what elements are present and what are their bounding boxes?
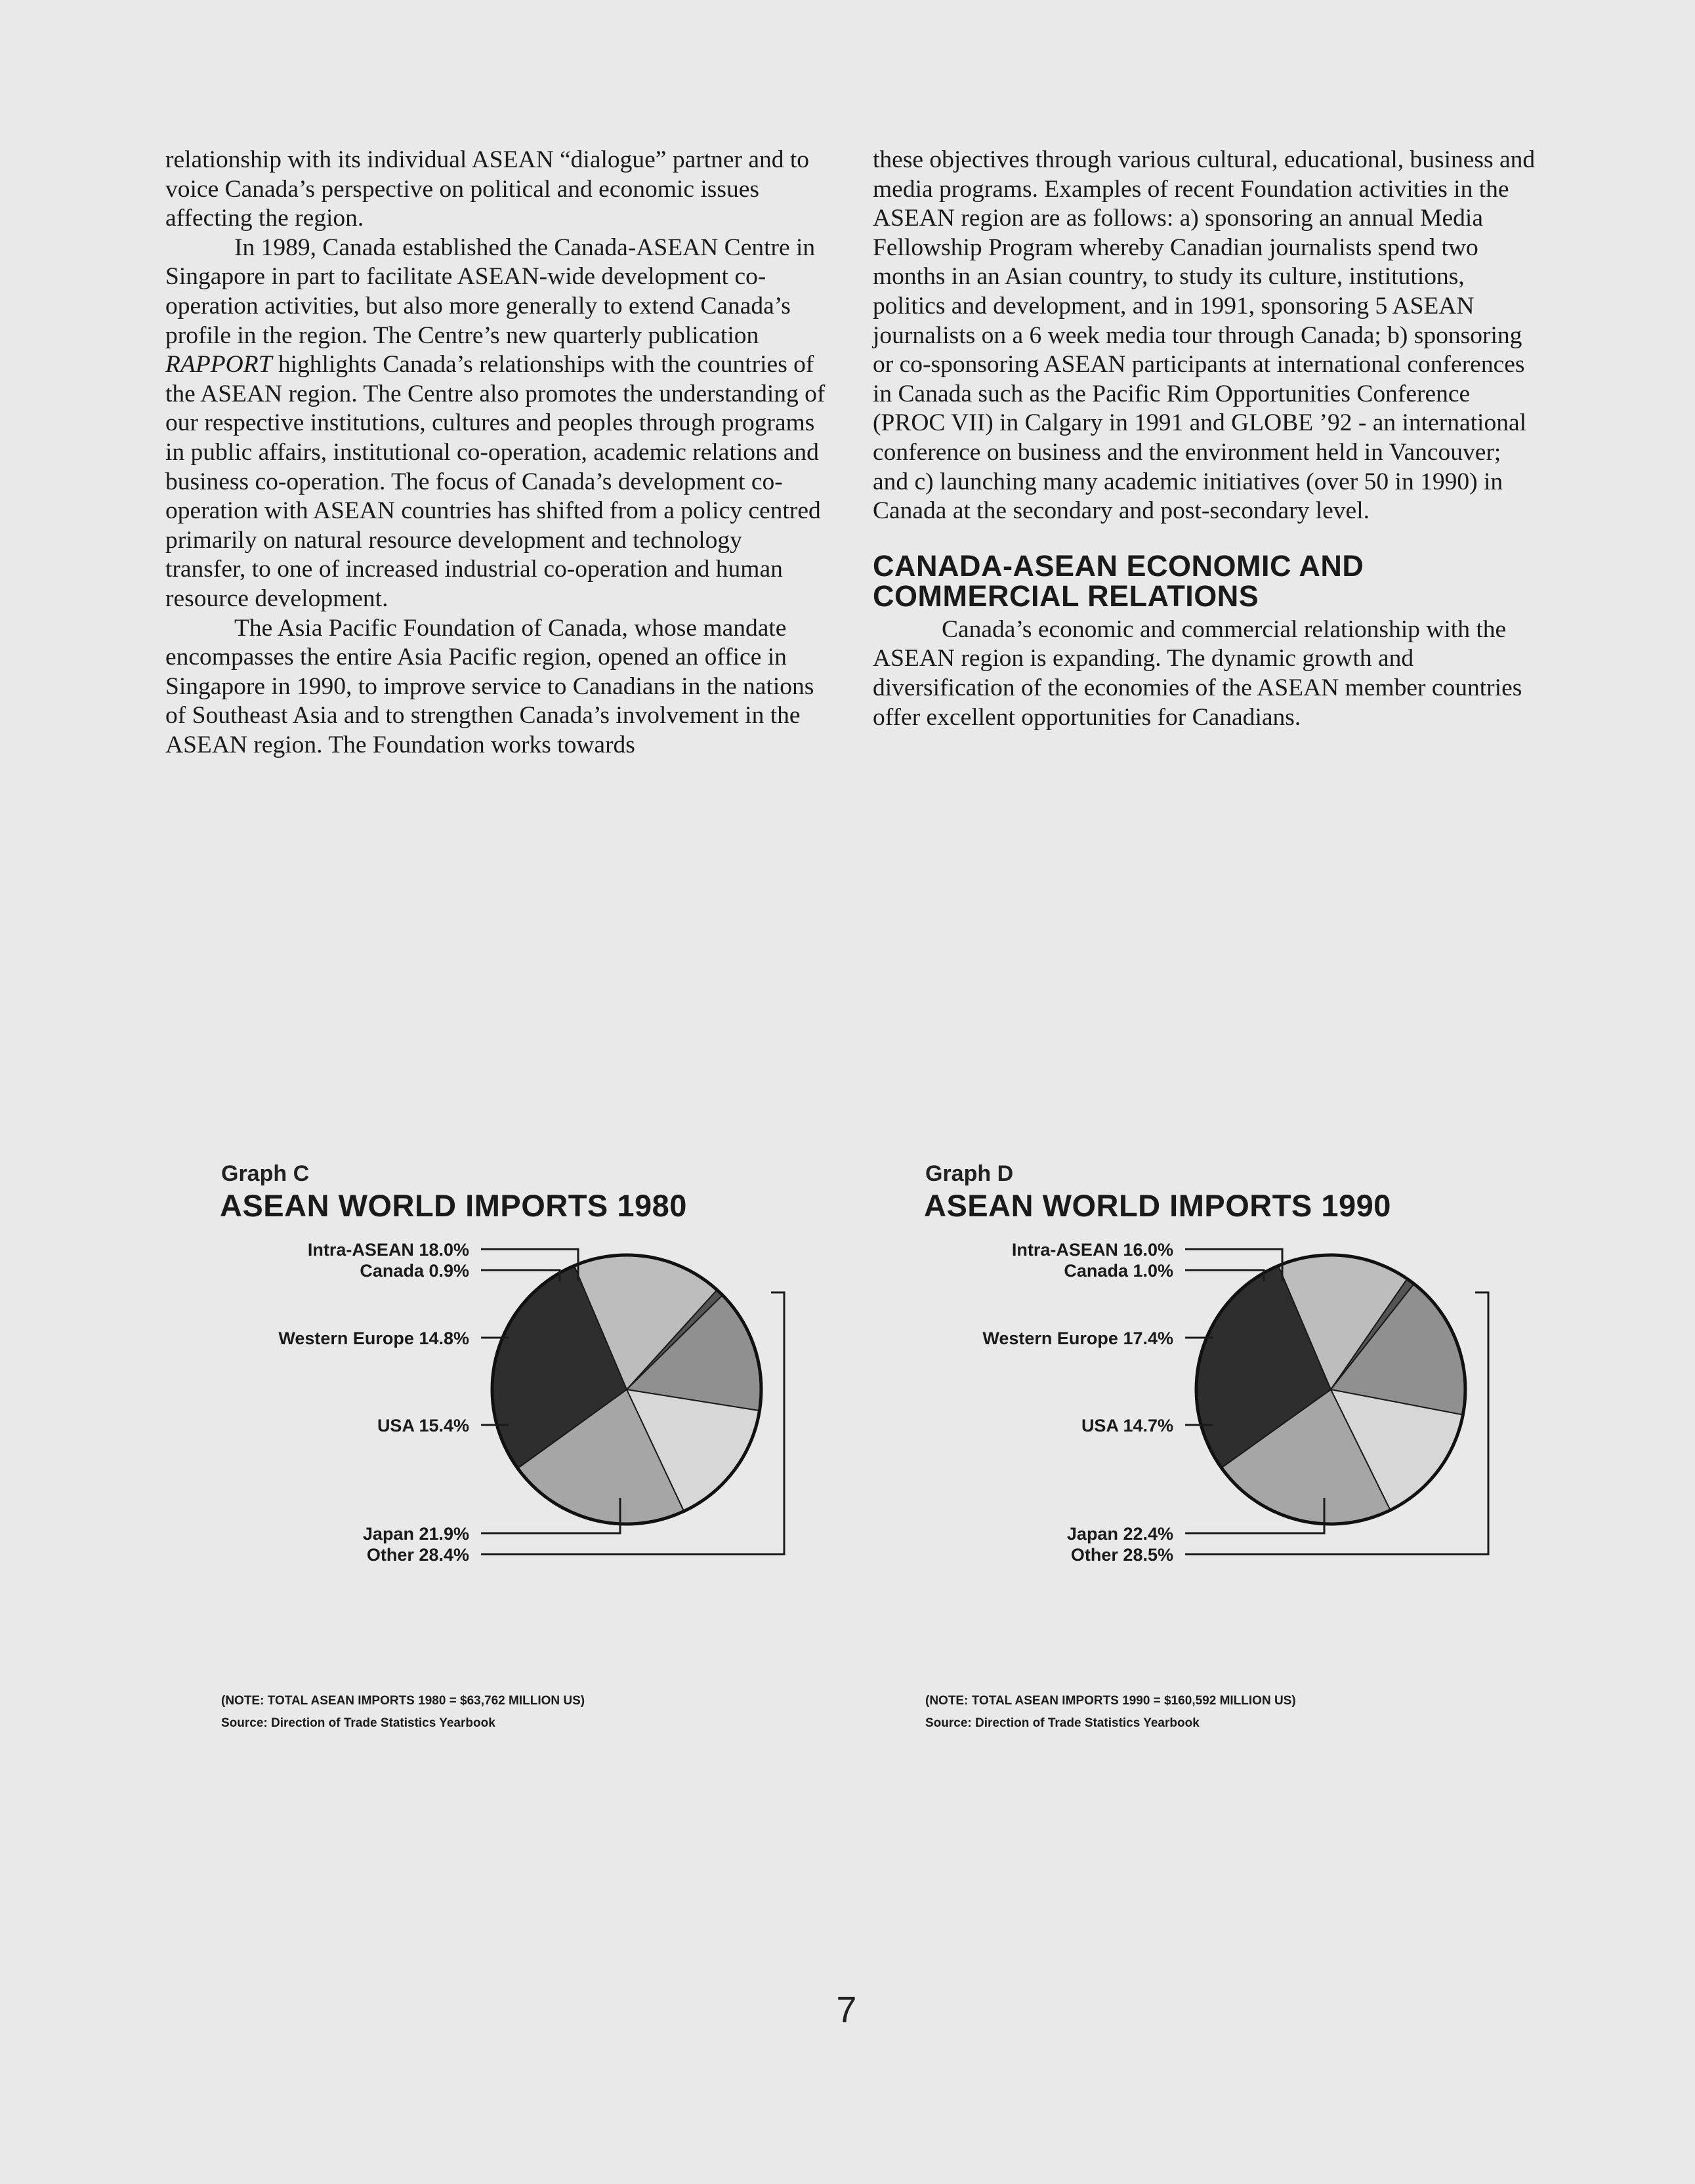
slice-label-japan: Japan 22.4% [1066,1524,1173,1544]
page-number: 7 [836,1988,857,2030]
graph-label: Graph C [221,1161,310,1186]
right-text-column [873,146,1536,732]
graph-note: (NOTE: TOTAL ASEAN IMPORTS 1980 = $63,762 MILLION US) [221,1694,585,1708]
right-paragraph-1: these objectives through various cultural, educational, business and media programs. Examples of recent Foundation activities in the ASEAN region are as follows: a) sponsoring an annual Media Fellowship Program whereby Canadian journalists spend two months in an Asian country, to study its culture, institutions, politics and development, and in 1991, sponsoring 5 ASEAN journalists on a 6 week media tour through Canada; b) sponsoring or co-sponsoring ASEAN participants at international conferences in Canada such as the Pacific Rim Opportunities Conference (PROC VII) in Calgary in 1991 and GLOBE ’92 - an international conference on business and the environment held in Vancouver; and c) launching many academic initiatives (over 50 in 1990) in Canada at the secondary and post-secondary level. [873,146,1536,525]
slice-label-usa: USA 14.7% [1081,1416,1173,1435]
left-paragraph-1: relationship with its individual ASEAN “dialogue” partner and to voice Canada’s perspective on political and economic issues affecting the region. [165,146,810,232]
slice-label-intra-asean: Intra-ASEAN 16.0% [1011,1240,1173,1260]
slice-label-intra-asean: Intra-ASEAN 18.0% [307,1240,469,1260]
slice-label-japan: Japan 21.9% [362,1524,469,1544]
slice-label-usa: USA 15.4% [377,1416,469,1435]
left-text-column [165,146,828,760]
slice-label-other: Other 28.5% [1070,1545,1173,1565]
slice-label-canada: Canada 0.9% [360,1261,469,1281]
pie-chart-1980 [220,1227,876,1686]
right-paragraph-2: Canada’s economic and commercial relationship with the ASEAN region is expanding. The dynamic growth and diversification of the economies of the ASEAN member countries offer excellent opportunities for Canadians. [873,615,1522,731]
left-paragraph-2-part-b: highlights Canada’s relationships with the countries of the ASEAN region. The Centre also promotes the understanding of our respective institutions, cultures and peoples through programs in public affairs, institutional co-operation, academic relations and business co-operation. The focus of Canada’s development co-operation with ASEAN countries has shifted from a policy centred primarily on natural resource development and technology transfer, to one of increased industrial co-operation and human resource development. [165,351,826,612]
graph-label: Graph D [925,1161,1014,1186]
left-paragraph-2 [165,234,828,614]
slice-label-other: Other 28.4% [366,1545,469,1565]
graph-c [220,1161,876,1730]
publication-title: RAPPORT [165,351,272,379]
graph-source: Source: Direction of Trade Statistics Yearbook [925,1716,1200,1730]
slice-label-western-europe: Western Europe 14.8% [278,1329,469,1348]
graph-title: ASEAN WORLD IMPORTS 1980 [220,1188,687,1223]
slice-label-western-europe: Western Europe 17.4% [982,1329,1173,1348]
graph-title: ASEAN WORLD IMPORTS 1990 [924,1188,1391,1223]
section-heading: CANADA-ASEAN ECONOMIC AND COMMERCIAL RELATIONS [873,548,1364,613]
slice-label-canada: Canada 1.0% [1064,1261,1173,1281]
left-paragraph-2-part-a: In 1989, Canada established the Canada-ASEAN Centre in Singapore in part to facilitate ASEAN-wide development co-operation activities, but also more generally to extend Canada’s profile in the region. The Centre’s new quarterly publication [165,234,816,349]
graph-d [924,1161,1580,1730]
pie-chart-1990 [924,1227,1580,1686]
left-paragraph-3: The Asia Pacific Foundation of Canada, whose mandate encompasses the entire Asia Pacific region, opened an office in Singapore in 1990, to improve service to Canadians in the nations of Southeast Asia and to strengthen Canada’s involvement in the ASEAN region. The Foundation works towards [165,614,814,758]
graph-source: Source: Direction of Trade Statistics Yearbook [221,1716,495,1730]
graph-note: (NOTE: TOTAL ASEAN IMPORTS 1990 = $160,592 MILLION US) [925,1694,1296,1708]
